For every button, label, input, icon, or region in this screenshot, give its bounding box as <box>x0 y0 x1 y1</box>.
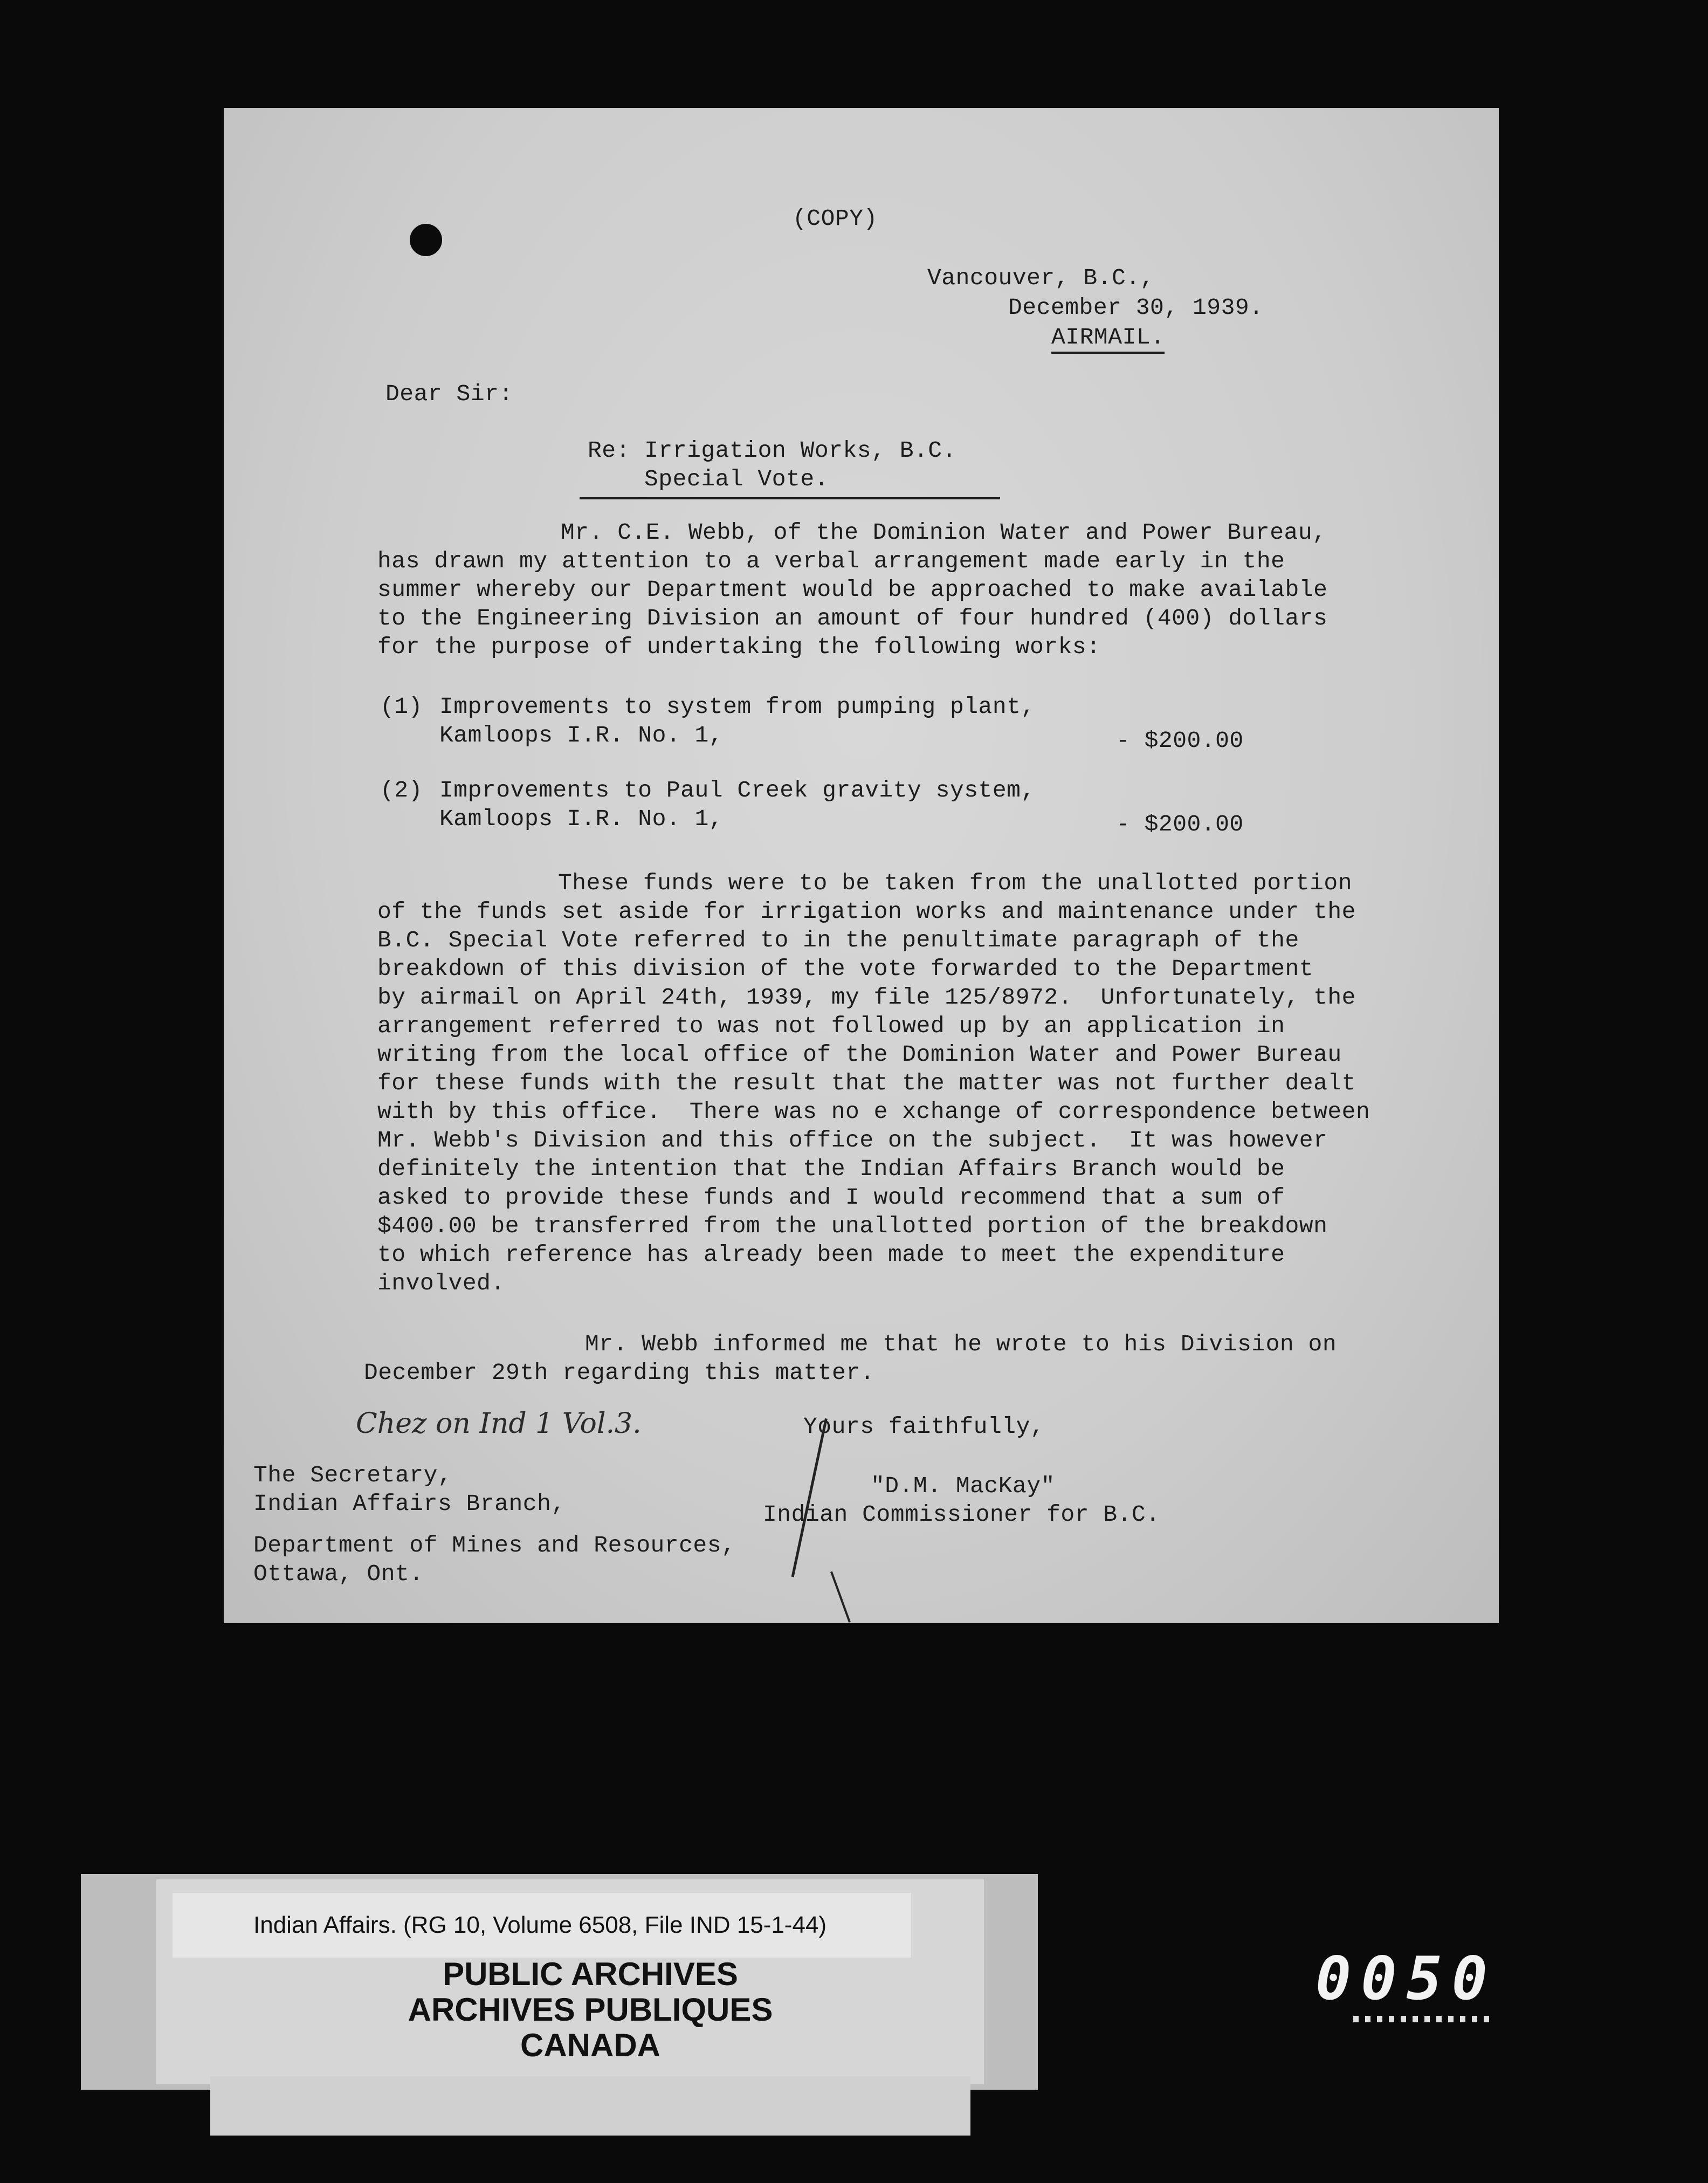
signer-title: Indian Commissioner for B.C. <box>763 1501 1160 1528</box>
subject-line-1: Re: Irrigation Works, B.C. <box>588 437 956 464</box>
closing: Yours faithfully, <box>803 1413 1045 1440</box>
archive-stamp-line: CANADA <box>520 2027 660 2063</box>
para1-line: has drawn my attention to a verbal arrangement made early in the <box>377 548 1285 574</box>
para2-line: of the funds set aside for irrigation works and maintenance under the <box>377 898 1356 925</box>
item-location: Kamloops I.R. No. 1, <box>439 722 724 749</box>
handwritten-note: Chez on Ind 1 Vol.3. <box>356 1408 642 1440</box>
para1-line: summer whereby our Department would be approached to make available <box>377 576 1328 603</box>
item-number: (1) <box>380 694 423 720</box>
para2-line: Mr. Webb's Division and this office on the subject. It was however <box>377 1127 1328 1154</box>
para2-line: These funds were to be taken from the unallotted portion <box>558 870 1353 896</box>
para2-line: by airmail on April 24th, 1939, my file 125/8972. Unfortunately, the <box>377 984 1356 1011</box>
item-description: Improvements to system from pumping plant, <box>439 694 1035 720</box>
item-amount: - $200.00 <box>1116 727 1244 754</box>
para2-line: writing from the local office of the Dominion Water and Power Bureau <box>377 1041 1342 1068</box>
recipient-address-line: Ottawa, Ont. <box>253 1561 424 1587</box>
para3-line: Mr. Webb informed me that he wrote to his Division on <box>585 1331 1337 1357</box>
para2-line: arrangement referred to was not followed up by an application in <box>377 1013 1285 1039</box>
para2-line: involved. <box>377 1270 505 1296</box>
punch-hole <box>410 224 442 256</box>
salutation: Dear Sir: <box>385 381 513 407</box>
item-description: Improvements to Paul Creek gravity system, <box>439 777 1035 804</box>
recipient-line: The Secretary, <box>253 1462 452 1488</box>
archive-stamp-line: PUBLIC ARCHIVES <box>443 1956 738 1992</box>
para3-line: December 29th regarding this matter. <box>364 1360 874 1386</box>
letter-place: Vancouver, B.C., <box>927 265 1154 291</box>
item-number: (2) <box>380 777 423 804</box>
delivery-method: AIRMAIL. <box>1051 324 1165 351</box>
para2-line: $400.00 be transferred from the unallotted portion of the breakdown <box>377 1213 1328 1239</box>
para2-line: breakdown of this division of the vote forwarded to the Department <box>377 956 1314 982</box>
recipient-line: Indian Affairs Branch, <box>253 1491 566 1517</box>
para1-line: for the purpose of undertaking the following works: <box>377 634 1101 660</box>
para2-line: with by this office. There was no e xchange of correspondence between <box>377 1099 1370 1125</box>
frame-number: 0050 <box>1316 1944 1497 2013</box>
item-location: Kamloops I.R. No. 1, <box>439 806 724 832</box>
archive-label-tab <box>210 2076 970 2136</box>
letter-date: December 30, 1939. <box>1008 294 1264 321</box>
para2-line: to which reference has already been made to meet the expenditure <box>377 1241 1285 1268</box>
item-amount: - $200.00 <box>1116 811 1244 837</box>
para1-line: Mr. C.E. Webb, of the Dominion Water and Power Bureau, <box>561 519 1327 546</box>
para2-line: B.C. Special Vote referred to in the penultimate paragraph of the <box>377 927 1299 953</box>
archive-stamp-line: ARCHIVES PUBLIQUES <box>408 1992 773 2028</box>
signature-name: "D.M. MacKay" <box>871 1473 1055 1499</box>
para2-line: asked to provide these funds and I would recommend that a sum of <box>377 1184 1285 1211</box>
para2-line: for these funds with the result that the matter was not further dealt <box>377 1070 1356 1096</box>
frame-marker-dots <box>1353 2016 1493 2022</box>
subject-line-2: Special Vote. <box>644 466 829 492</box>
delivery-underline <box>1051 352 1165 354</box>
subject-underline <box>580 497 1000 499</box>
recipient-address-line: Department of Mines and Resources, <box>253 1532 736 1559</box>
para2-line: definitely the intention that the Indian Affairs Branch would be <box>377 1156 1285 1182</box>
letter-page <box>224 108 1499 1623</box>
archive-reference: Indian Affairs. (RG 10, Volume 6508, File IND 15-1-44) <box>253 1912 827 1938</box>
copy-mark: (COPY) <box>793 205 878 232</box>
para1-line: to the Engineering Division an amount of four hundred (400) dollars <box>377 605 1328 631</box>
